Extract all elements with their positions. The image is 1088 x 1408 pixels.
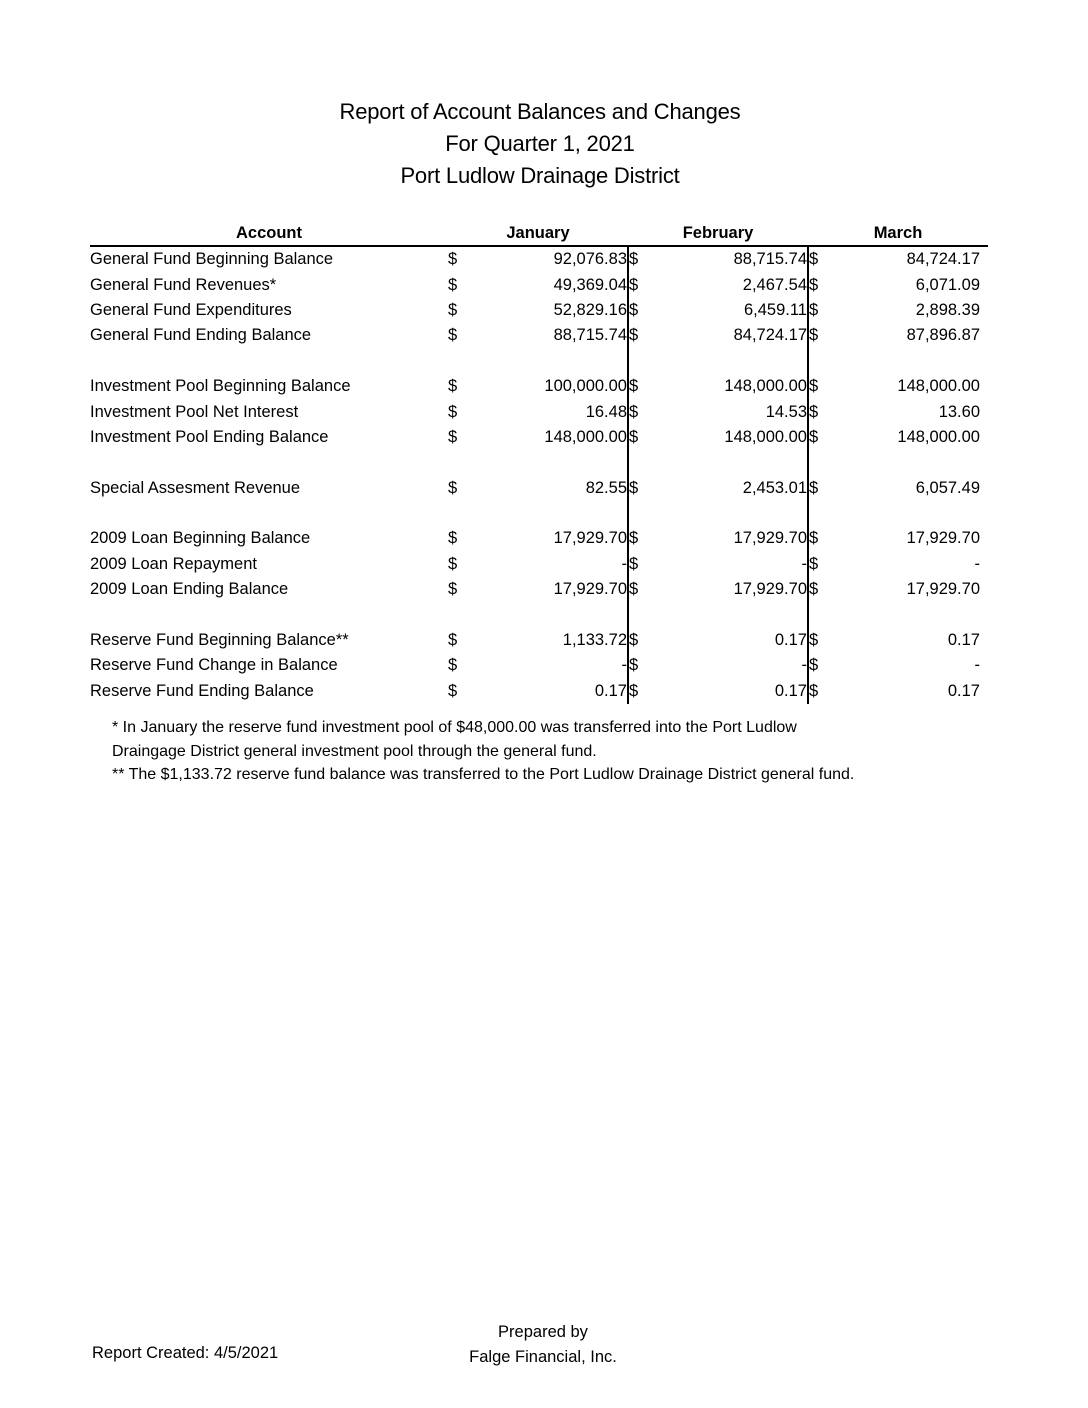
currency-symbol: $ (628, 374, 650, 399)
spacer-cell (808, 602, 830, 627)
spacer-row (90, 349, 988, 374)
spacer-cell (90, 349, 448, 374)
currency-symbol: $ (808, 374, 830, 399)
january-value-cell: 148,000.00 (544, 427, 627, 446)
march-value-cell: 6,057.49 (915, 478, 980, 497)
spacer-row (90, 501, 988, 526)
account-name-cell: 2009 Loan Repayment (90, 554, 257, 573)
march-value-cell: 148,000.00 (897, 427, 980, 446)
account-name-cell: Reserve Fund Change in Balance (90, 656, 338, 675)
account-name-cell: Investment Pool Net Interest (90, 402, 299, 421)
currency-symbol: $ (808, 272, 830, 297)
march-value-cell: 13.60 (938, 402, 980, 421)
table-header-row (90, 215, 988, 246)
spacer-cell (470, 501, 628, 526)
march-value-cell: 0.17 (947, 631, 980, 650)
currency-symbol: $ (628, 628, 650, 653)
currency-symbol: $ (448, 427, 458, 446)
spacer-cell (650, 349, 808, 374)
table-row (90, 653, 988, 678)
column-header-account: Account (90, 215, 448, 246)
february-value-cell: 17,929.70 (733, 529, 807, 548)
currency-symbol: $ (808, 298, 830, 323)
january-value-cell: 17,929.70 (553, 580, 627, 599)
account-name-cell: General Fund Expenditures (90, 300, 292, 319)
currency-symbol: $ (448, 554, 458, 573)
currency-symbol: $ (628, 653, 650, 678)
currency-symbol: $ (448, 478, 458, 497)
column-header-january: January (448, 215, 628, 246)
spacer-cell (470, 602, 628, 627)
currency-symbol: $ (628, 526, 650, 551)
currency-symbol: $ (628, 425, 650, 450)
january-value-cell: 16.48 (585, 402, 627, 421)
footnotes (112, 716, 854, 787)
currency-symbol: $ (628, 679, 650, 704)
february-value-cell: - (801, 656, 807, 675)
january-value-cell: 17,929.70 (553, 529, 627, 548)
spacer-cell (90, 501, 448, 526)
account-name-cell: Investment Pool Beginning Balance (90, 377, 351, 396)
account-name-cell: Reserve Fund Ending Balance (90, 681, 314, 700)
table-row (90, 476, 988, 501)
account-name-cell: Special Assesment Revenue (90, 478, 301, 497)
spacer-cell (808, 501, 830, 526)
currency-symbol: $ (448, 300, 458, 319)
january-value-cell: 0.17 (594, 681, 627, 700)
currency-symbol: $ (628, 298, 650, 323)
table-row (90, 399, 988, 424)
account-name-cell: 2009 Loan Beginning Balance (90, 529, 311, 548)
table-body (90, 246, 988, 704)
table-row (90, 374, 988, 399)
spacer-cell (650, 501, 808, 526)
march-value-cell: - (974, 554, 980, 573)
table-row (90, 323, 988, 348)
february-value-cell: 88,715.74 (733, 250, 807, 269)
spacer-cell (448, 602, 470, 627)
march-value-cell: 17,929.70 (906, 580, 980, 599)
currency-symbol: $ (808, 628, 830, 653)
currency-symbol: $ (628, 246, 650, 272)
currency-symbol: $ (448, 402, 458, 421)
report-title: Report of Account Balances and Changes (339, 99, 741, 124)
february-value-cell: 2,453.01 (742, 478, 807, 497)
spacer-row (90, 602, 988, 627)
currency-symbol: $ (448, 656, 458, 675)
spacer-cell (808, 450, 830, 475)
spacer-cell (448, 349, 470, 374)
spacer-cell (650, 602, 808, 627)
currency-symbol: $ (808, 552, 830, 577)
spacer-cell (90, 450, 448, 475)
january-value-cell: 49,369.04 (553, 275, 627, 294)
account-name-cell: General Fund Beginning Balance (90, 250, 334, 269)
account-balances-table (90, 215, 988, 704)
account-name-cell: Investment Pool Ending Balance (90, 427, 329, 446)
spacer-cell (470, 450, 628, 475)
march-value-cell: 148,000.00 (897, 377, 980, 396)
spacer-cell (808, 349, 830, 374)
february-value-cell: 17,929.70 (733, 580, 807, 599)
currency-symbol: $ (628, 577, 650, 602)
table-row (90, 298, 988, 323)
prepared-by-label: Prepared by (498, 1323, 588, 1341)
table-row (90, 425, 988, 450)
currency-symbol: $ (808, 577, 830, 602)
currency-symbol: $ (808, 476, 830, 501)
table-row (90, 526, 988, 551)
currency-symbol: $ (808, 679, 830, 704)
spacer-cell (830, 602, 988, 627)
spacer-cell (628, 501, 650, 526)
march-value-cell: 17,929.70 (906, 529, 980, 548)
report-title-block (0, 96, 1080, 192)
spacer-cell (90, 602, 448, 627)
march-value-cell: 87,896.87 (906, 326, 980, 345)
currency-symbol: $ (808, 526, 830, 551)
spacer-row (90, 450, 988, 475)
prepared-by-block (443, 1320, 643, 1370)
currency-symbol: $ (628, 476, 650, 501)
column-header-february: February (628, 215, 808, 246)
table-row (90, 246, 988, 272)
february-value-cell: 6,459.11 (743, 300, 807, 319)
february-value-cell: 14.53 (765, 402, 807, 421)
table-row (90, 679, 988, 704)
march-value-cell: 6,071.09 (915, 275, 980, 294)
february-value-cell: 0.17 (774, 631, 807, 650)
february-value-cell: 148,000.00 (724, 427, 807, 446)
spacer-cell (830, 450, 988, 475)
report-created-date: Report Created: 4/5/2021 (92, 1344, 279, 1362)
organization-name: Port Ludlow Drainage District (400, 163, 680, 188)
footnote-1-continued: Draingage District general investment pool through the general fund. (112, 742, 597, 760)
february-value-cell: 2,467.54 (742, 275, 807, 294)
table-row (90, 272, 988, 297)
report-period: For Quarter 1, 2021 (445, 131, 635, 156)
spacer-cell (628, 602, 650, 627)
currency-symbol: $ (808, 653, 830, 678)
table-row (90, 552, 988, 577)
table-row (90, 577, 988, 602)
account-name-cell: Reserve Fund Beginning Balance** (90, 631, 349, 650)
currency-symbol: $ (448, 529, 458, 548)
currency-symbol: $ (448, 275, 458, 294)
currency-symbol: $ (448, 681, 458, 700)
currency-symbol: $ (448, 377, 458, 396)
spacer-cell (470, 349, 628, 374)
march-value-cell: 2,898.39 (915, 300, 980, 319)
account-name-cell: General Fund Revenues* (90, 275, 277, 294)
currency-symbol: $ (628, 399, 650, 424)
january-value-cell: 100,000.00 (544, 377, 627, 396)
january-value-cell: 88,715.74 (553, 326, 627, 345)
table-row (90, 628, 988, 653)
january-value-cell: - (621, 554, 627, 573)
january-value-cell: 92,076.83 (553, 250, 627, 269)
february-value-cell: 148,000.00 (724, 377, 807, 396)
january-value-cell: 82.55 (585, 478, 627, 497)
february-value-cell: - (801, 554, 807, 573)
january-value-cell: 52,829.16 (553, 300, 627, 319)
currency-symbol: $ (448, 250, 458, 269)
march-value-cell: 84,724.17 (906, 250, 980, 269)
spacer-cell (830, 501, 988, 526)
currency-symbol: $ (808, 323, 830, 348)
currency-symbol: $ (628, 552, 650, 577)
account-name-cell: General Fund Ending Balance (90, 326, 312, 345)
march-value-cell: - (974, 656, 980, 675)
january-value-cell: 1,133.72 (562, 631, 627, 650)
spacer-cell (628, 450, 650, 475)
currency-symbol: $ (808, 399, 830, 424)
currency-symbol: $ (448, 631, 458, 650)
currency-symbol: $ (448, 580, 458, 599)
spacer-cell (830, 349, 988, 374)
currency-symbol: $ (808, 246, 830, 272)
prepared-by-name: Falge Financial, Inc. (469, 1348, 617, 1366)
spacer-cell (650, 450, 808, 475)
footnote-2: ** The $1,133.72 reserve fund balance was transferred to the Port Ludlow Drainage District general fund. (112, 766, 855, 783)
spacer-cell (448, 501, 470, 526)
february-value-cell: 0.17 (774, 681, 807, 700)
spacer-cell (448, 450, 470, 475)
march-value-cell: 0.17 (947, 681, 980, 700)
footnote-1: * In January the reserve fund investment pool of $48,000.00 was transferred into the Port Ludlow (112, 719, 797, 736)
january-value-cell: - (621, 656, 627, 675)
account-name-cell: 2009 Loan Ending Balance (90, 580, 289, 599)
currency-symbol: $ (628, 323, 650, 348)
currency-symbol: $ (448, 326, 458, 345)
currency-symbol: $ (628, 272, 650, 297)
column-header-march: March (808, 215, 988, 246)
february-value-cell: 84,724.17 (733, 326, 807, 345)
spacer-cell (628, 349, 650, 374)
currency-symbol: $ (808, 425, 830, 450)
